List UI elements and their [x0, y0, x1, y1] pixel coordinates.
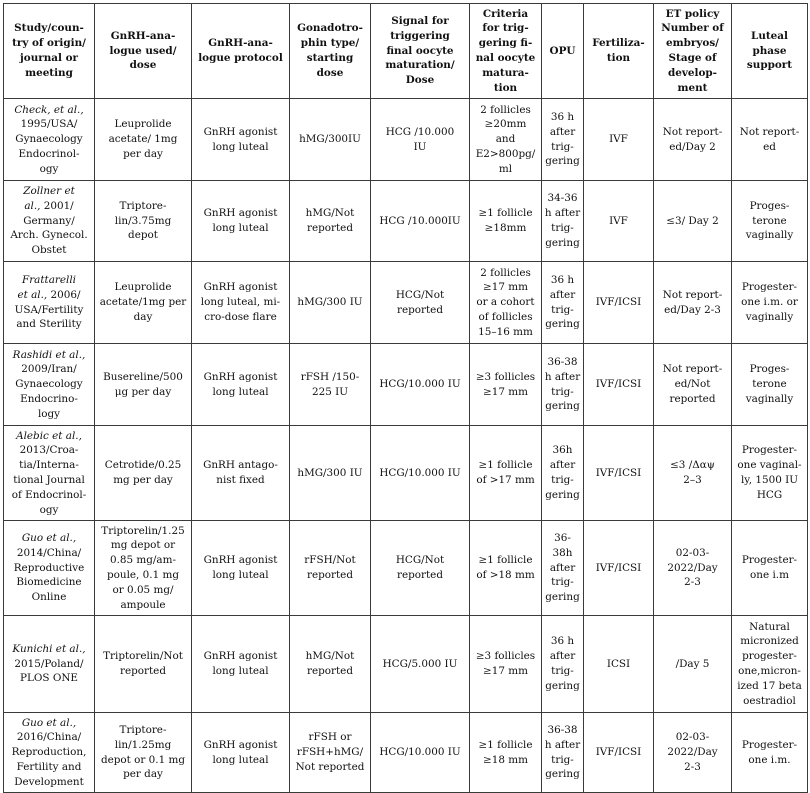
study-cell	[4, 344, 95, 426]
protocol-cell: GnRH agonist long luteal	[192, 181, 290, 262]
header-gonadotrophin: Gonadotro- phin type/ starting dose	[290, 4, 371, 99]
protocol-cell: GnRH antago- nist fixed	[192, 426, 290, 521]
luteal-support-cell: Progester- one i.m	[732, 521, 808, 616]
gonadotrophin-cell: rFSH /150- 225 IU	[290, 344, 371, 426]
gonadotrophin-cell: hMG/300IU	[290, 99, 371, 181]
study-details: 2015/Poland/ PLOS ONE	[14, 657, 84, 685]
et-policy-cell: ≤3/ Day 2	[654, 181, 732, 262]
criteria-cell: ≥3 follicles ≥17 mm	[470, 344, 542, 426]
table-row	[4, 713, 808, 793]
trigger-cell: HCG /10.000IU	[371, 181, 470, 262]
table-row	[4, 521, 808, 616]
header-opu: OPU	[542, 4, 584, 99]
analogue-cell: Leuprolide acetate/1mg per day	[95, 262, 192, 344]
et-policy-cell: ≤3 /Δαψ 2–3	[654, 426, 732, 521]
header-fertilization: Fertiliza- tion	[584, 4, 654, 99]
opu-cell: 36 h after trig- gering	[542, 99, 584, 181]
luteal-support-cell: Progester- one i.m.	[732, 713, 808, 793]
table-row	[4, 616, 808, 713]
study-author: Alebic et al.,	[16, 429, 82, 442]
study-author: Zollner et al.,	[23, 185, 75, 212]
gonadotrophin-cell: hMG/Not reported	[290, 181, 371, 262]
study-author: Check, et al.,	[14, 103, 84, 116]
protocol-cell: GnRH agonist long luteal, mi- cro-dose flare	[192, 262, 290, 344]
opu-cell: 36h after trig- gering	[542, 426, 584, 521]
study-cell	[4, 181, 95, 262]
study-author: Frattarelli et al.,	[17, 273, 76, 301]
trigger-cell: HCG/Not reported	[371, 262, 470, 344]
study-cell	[4, 713, 95, 793]
header-luteal-support: Luteal phase support	[732, 4, 808, 99]
study-author: Rashidi et al.,	[12, 348, 86, 361]
gonadotrophin-cell: rFSH/Not reported	[290, 521, 371, 616]
trigger-cell: HCG/5.000 IU	[371, 616, 470, 713]
gonadotrophin-cell: hMG/Not reported	[290, 616, 371, 713]
luteal-support-cell: Proges- terone vaginally	[732, 344, 808, 426]
analogue-cell: Leuprolide acetate/ 1mg per day	[95, 99, 192, 181]
protocol-cell: GnRH agonist long luteal	[192, 616, 290, 713]
criteria-cell: ≥1 follicle ≥18 mm	[470, 713, 542, 793]
trigger-cell: HCG/10.000 IU	[371, 426, 470, 521]
study-details: 2001/ Germany/ Arch. Gynecol. Obstet	[10, 199, 88, 257]
header-et-policy: ET policy Number of embryos/ Stage of develop- ment	[654, 4, 732, 99]
protocol-cell: GnRH agonist long luteal	[192, 344, 290, 426]
luteal-support-cell: Progester- one i.m. or vaginally	[732, 262, 808, 344]
analogue-cell: Triptore- lin/3.75mg depot	[95, 181, 192, 262]
study-details: 2016/China/ Reproduction, Fertility and Development	[11, 731, 87, 788]
luteal-support-cell: Progester- one vaginal- ly, 1500 IU HCG	[732, 426, 808, 521]
study-details: 2006/ USA/Fertility and Sterility	[14, 288, 84, 331]
opu-cell: 36-38 h after trig- gering	[542, 713, 584, 793]
trigger-cell: HCG/10.000 IU	[371, 344, 470, 426]
study-author: Kunichi et al.,	[12, 642, 86, 655]
opu-cell: 36 h after trig- gering	[542, 262, 584, 344]
table-row	[4, 181, 808, 262]
fertilization-cell: IVF/ICSI	[584, 262, 654, 344]
study-details: 2013/Croa- tia/Interna- tional Journal of Endocrinol- ogy	[11, 444, 87, 516]
trigger-cell: HCG/10.000 IU	[371, 713, 470, 793]
protocol-cell: GnRH agonist long luteal	[192, 521, 290, 616]
trigger-cell: HCG/Not reported	[371, 521, 470, 616]
analogue-cell: Triptore- lin/1.25mg depot or 0.1 mg per day	[95, 713, 192, 793]
study-details: 2009/Iran/ Gynaecology Endocrino- logy	[15, 363, 83, 420]
header-analogue: GnRH-ana- logue used/ dose	[95, 4, 192, 99]
fertilization-cell: IVF/ICSI	[584, 521, 654, 616]
header-row	[4, 4, 808, 99]
luteal-support-cell: Not report- ed	[732, 99, 808, 181]
criteria-cell: ≥1 follicle ≥18mm	[470, 181, 542, 262]
header-study: Study/coun- try of origin/ journal or meeting	[4, 4, 95, 99]
criteria-cell: ≥3 follicles ≥17 mm	[470, 616, 542, 713]
header-criteria: Criteria for trig- gering fi- nal oocyte matura- tion	[470, 4, 542, 99]
table-row	[4, 262, 808, 344]
opu-cell: 34-36 h after trig- gering	[542, 181, 584, 262]
luteal-support-cell: Proges- terone vaginally	[732, 181, 808, 262]
fertilization-cell: IVF/ICSI	[584, 713, 654, 793]
protocol-cell: GnRH agonist long luteal	[192, 99, 290, 181]
study-cell	[4, 262, 95, 344]
fertilization-cell: IVF/ICSI	[584, 344, 654, 426]
criteria-cell: 2 follicles ≥20mm and E2>800pg/ ml	[470, 99, 542, 181]
analogue-cell: Triptorelin/Not reported	[95, 616, 192, 713]
analogue-cell: Cetrotide/0.25 mg per day	[95, 426, 192, 521]
header-trigger: Signal for triggering final oocyte maturation/ Dose	[371, 4, 470, 99]
opu-cell: 36-38 h after trig- gering	[542, 344, 584, 426]
study-cell	[4, 99, 95, 181]
studies-table	[3, 3, 808, 793]
opu-cell: 36 h after trig- gering	[542, 616, 584, 713]
gonadotrophin-cell: hMG/300 IU	[290, 262, 371, 344]
study-cell	[4, 426, 95, 521]
table-row	[4, 426, 808, 521]
study-cell	[4, 616, 95, 713]
et-policy-cell: Not report- ed/Day 2-3	[654, 262, 732, 344]
fertilization-cell: IVF	[584, 99, 654, 181]
et-policy-cell: 02-03- 2022/Day 2-3	[654, 521, 732, 616]
fertilization-cell: IVF/ICSI	[584, 426, 654, 521]
analogue-cell: Triptorelin/1.25 mg depot or 0.85 mg/am- poule, 0.1 mg or 0.05 mg/ ampoule	[95, 521, 192, 616]
fertilization-cell: IVF	[584, 181, 654, 262]
gonadotrophin-cell: rFSH or rFSH+hMG/ Not reported	[290, 713, 371, 793]
et-policy-cell: /Day 5	[654, 616, 732, 713]
study-author: Guo et al.,	[21, 532, 77, 544]
study-details: 1995/USA/ Gynaecology Endocrinol- ogy	[15, 118, 83, 175]
criteria-cell: 2 follicles ≥17 mm or a cohort of follicles 15–16 mm	[470, 262, 542, 344]
study-author: Guo et al.,	[21, 716, 77, 729]
et-policy-cell: 02-03- 2022/Day 2-3	[654, 713, 732, 793]
et-policy-cell: Not report- ed/Day 2	[654, 99, 732, 181]
trigger-cell: HCG /10.000 IU	[371, 99, 470, 181]
header-protocol: GnRH-ana- logue protocol	[192, 4, 290, 99]
study-cell	[4, 521, 95, 616]
opu-cell: 36- 38h after trig- gering	[542, 521, 584, 616]
fertilization-cell: ICSI	[584, 616, 654, 713]
analogue-cell: Busereline/500 μg per day	[95, 344, 192, 426]
study-details: 2014/China/ Reproductive Biomedicine Online	[13, 546, 85, 604]
table-row	[4, 99, 808, 181]
table-row	[4, 344, 808, 426]
criteria-cell: ≥1 follicle of >18 mm	[470, 521, 542, 616]
criteria-cell: ≥1 follicle of >17 mm	[470, 426, 542, 521]
gonadotrophin-cell: hMG/300 IU	[290, 426, 371, 521]
et-policy-cell: Not report- ed/Not reported	[654, 344, 732, 426]
luteal-support-cell: Natural micronized progester- one,micron- ized 17 beta oestradiol	[732, 616, 808, 713]
protocol-cell: GnRH agonist long luteal	[192, 713, 290, 793]
